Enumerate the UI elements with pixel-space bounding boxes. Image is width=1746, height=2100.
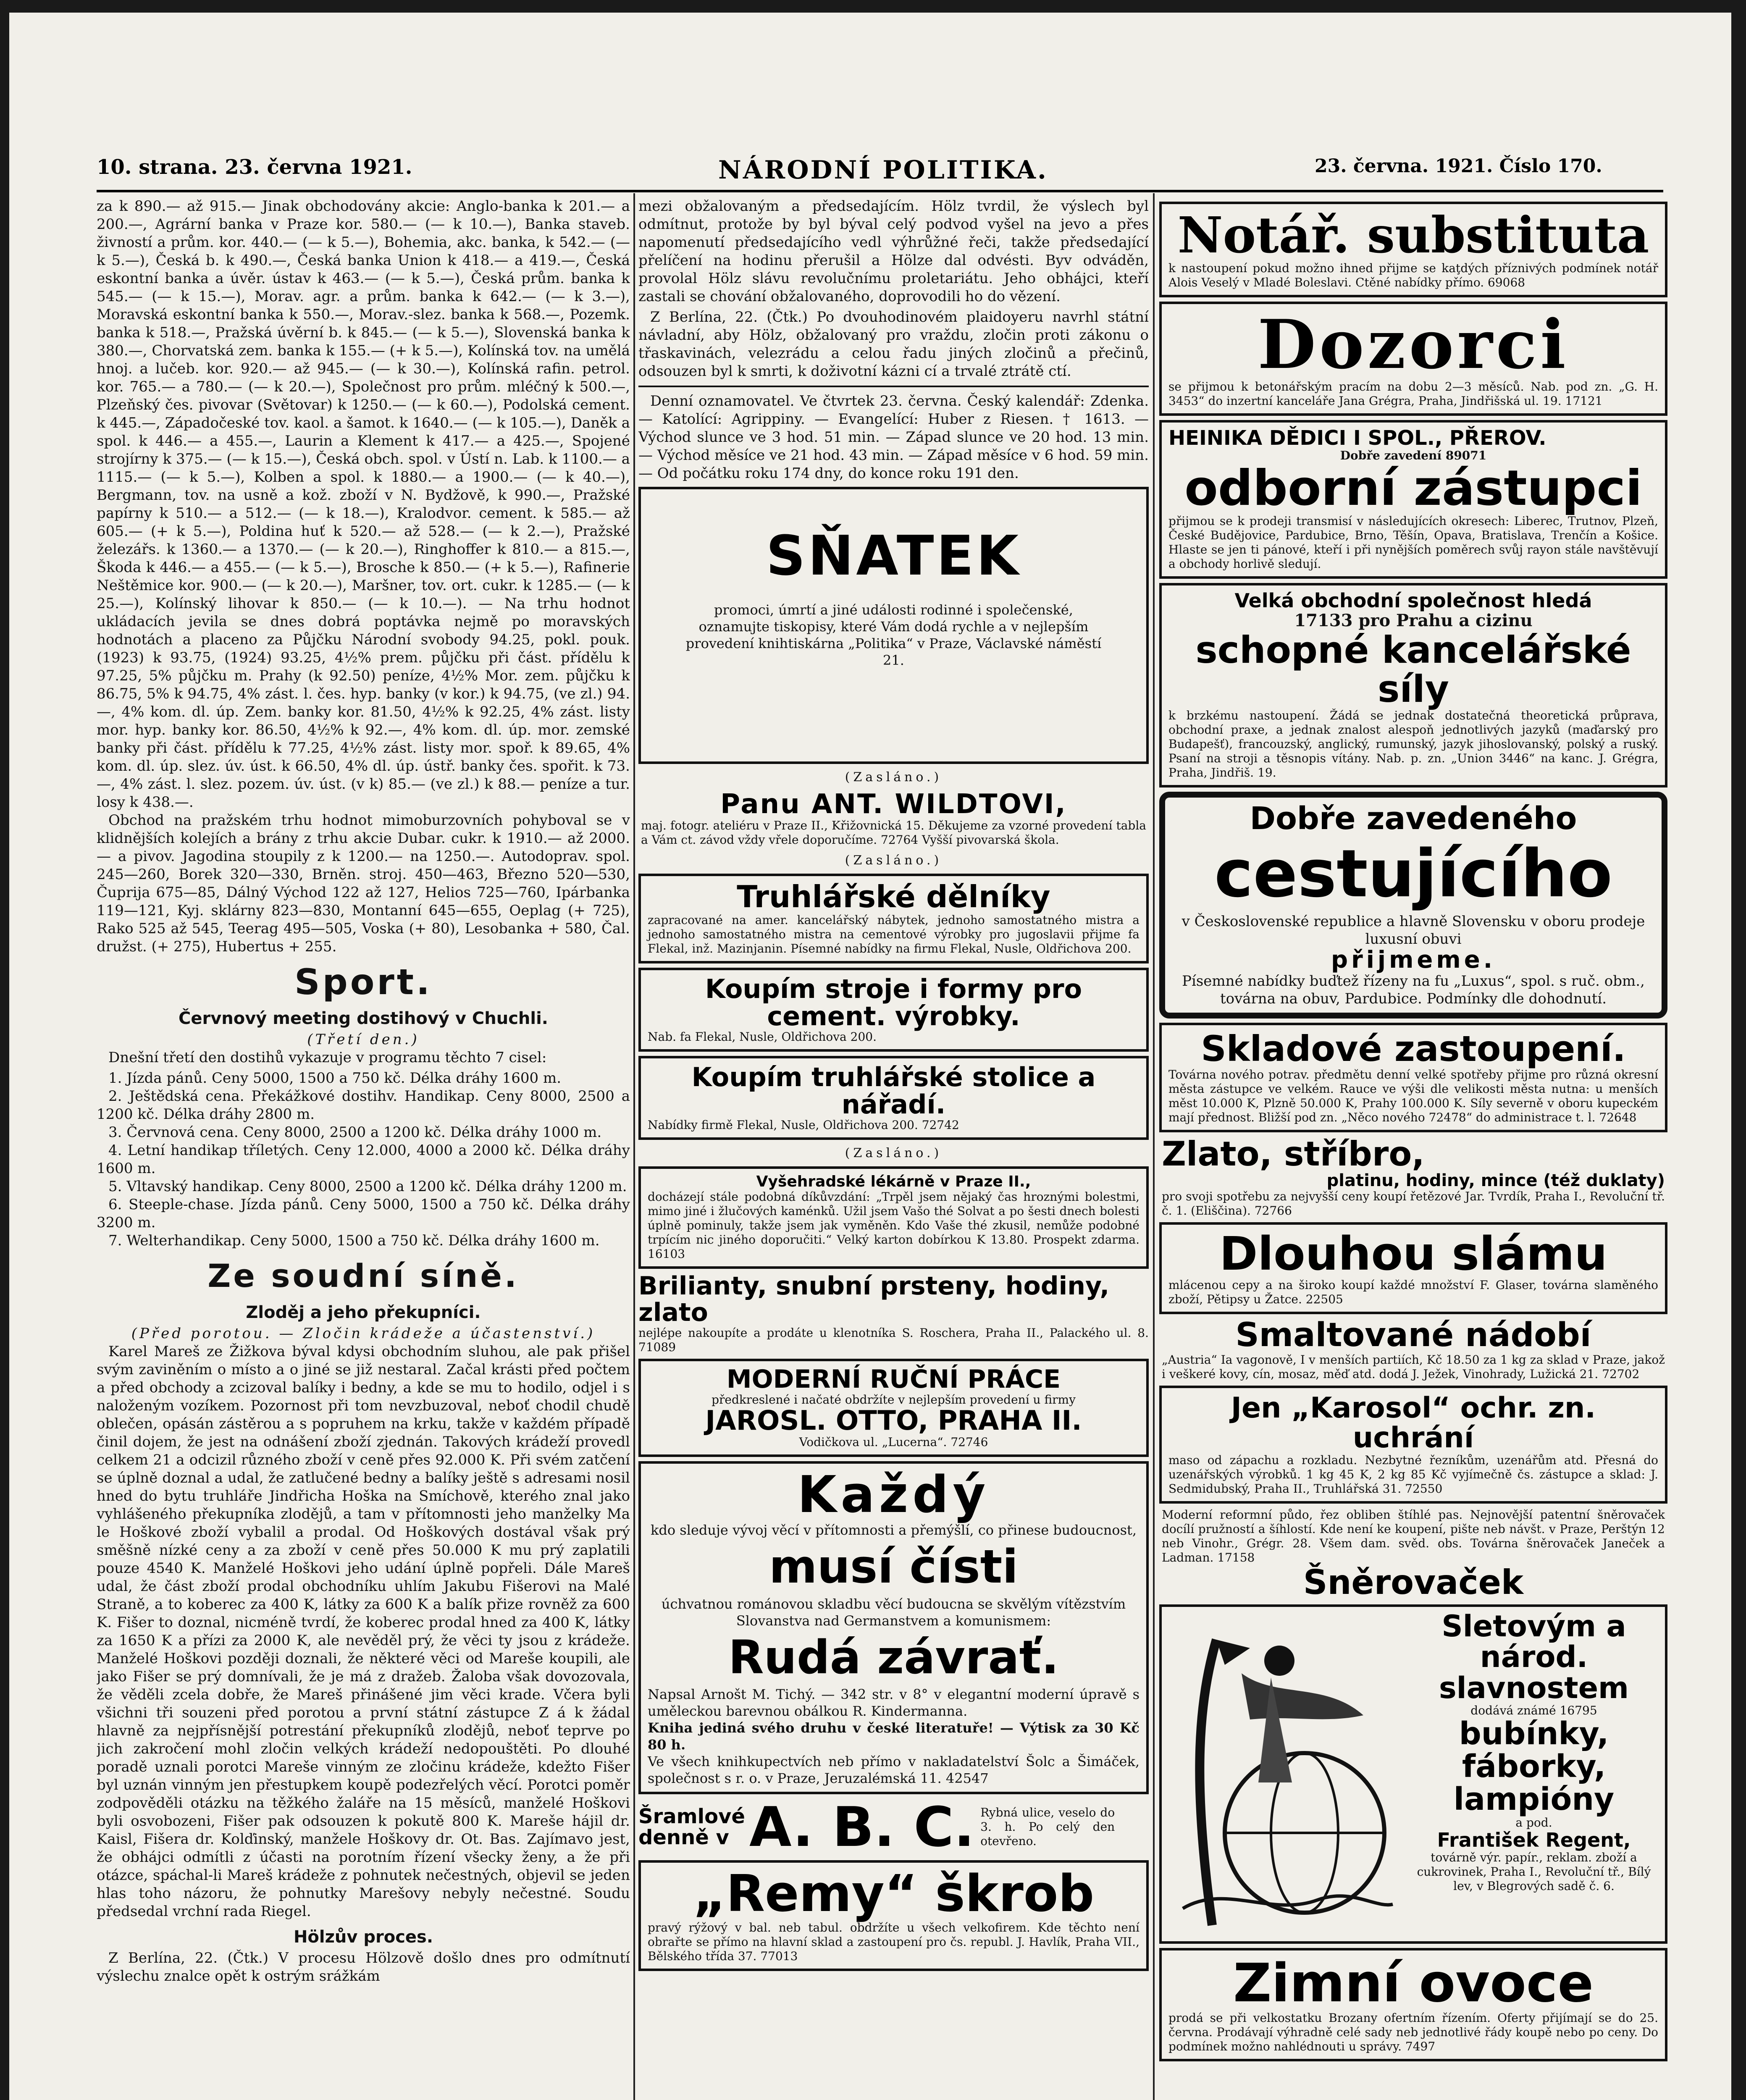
column-right: [1159, 197, 1667, 2100]
ad-headline: platinu, hodiny, mince (též duklaty): [1326, 1171, 1665, 1190]
ad-headline: musí čísti: [769, 1540, 1019, 1594]
market-report-offexchange: Obchod na pražském trhu hodnot mimoburzovních pohyboval se v klidnějších kolejích a brány z trhu akcie Dubar. cukr. k 1910.— až 2000.— a pivov. Jagodina stoupily z k 1200.— na 1250.—. Autodoprav. spol. 245—260, Borek 320—330, Brněn. stroj. 450—463, Březno 520—530, Čuprija 675—85, Dálný Východ 122 až 127, Helios 725—760, Ipárbanka 119—121, Kyj. sklárny 823—830, Montanní 645—655, Oeplag (+ 725), Rako 525 až 545, Teerag 495—505, Voska (+ 80), Lesobanka + 580, Čal. družst. (+ 275), Hubertus + 255.: [97, 812, 630, 955]
ad-otto: [638, 1359, 1149, 1457]
ad-dozorci: [1159, 302, 1667, 416]
ad-headline: Dobře zavedeného: [1250, 801, 1577, 837]
ad-koupim-stroje: [638, 968, 1149, 1052]
court-subheadline: (Před porotou. — Zločin krádeže a účastenství.): [131, 1325, 596, 1342]
ad-headline: Dlouhou slámu: [1219, 1226, 1607, 1281]
ad-text: Továrna nového potrav. předmětu denní velké spotřeby přijme pro různá okresní města zástupce ve velkém. Rauce ve výši dle velikosti města nutna: u menších měst 10.000 K, Plzně 50.000 K, Prahy 100.000 K. Síly severně v oboru kupeckém mají přednost. Bližší pod zn. „Něco nového 72478“ do administrace t. l. 72648: [1168, 1067, 1658, 1124]
ad-text: k nastoupení pokud možno ihned přijme se kaţdých příznivých podmínek notář Alois Veselý v Mladé Boleslavi. Ctěné nabídky přímo. 69068: [1168, 261, 1658, 289]
ad-headline: bubínky, fáborky, lampióny: [1453, 1716, 1615, 1817]
ad-text: zapracované na amer. kancelářský nábytek, jednoho samostatného mistra a jednoho samostatného mistra na cementové výrobky pro jugoslavii přijme fa Flekal, inž. Mazinjanin. Písemné nabídky na firmu Flekal, Nusle, Oldřichova 200.: [648, 913, 1139, 956]
newspaper-title: NÁRODNÍ POLITIKA.: [718, 155, 1048, 185]
ad-headline: Šramlové denně v: [638, 1805, 745, 1850]
ad-headline: MODERNÍ RUČNÍ PRÁCE: [726, 1364, 1061, 1394]
ad-text: přijmou se k prodeji transmisí v následujících okresech: Liberec, Trutnov, Plzeň, České Budějovice, Pardubice, Brno, Těšín, Opava, Bratislava, Trenčín a Košice. Hlaste se jen ti pánové, kteří i při nynějších poměrech svůj rayon stále navštěvují a obchody horlivě sledují.: [1168, 514, 1658, 571]
ad-text: maj. fotogr. ateliéru v Praze II., Křižovnická 15. Děkujeme za vzorné provedení tabla a Vám ct. závod vždy vřele doporučíme. 72764 Vyšší pivovarská škola.: [641, 819, 1146, 847]
ad-headline: Zimní ovoce: [1233, 1952, 1594, 2014]
ad-text: Rybná ulice, veselo do 3. h. Po celý den otevřeno.: [980, 1806, 1115, 1848]
zaslano-label: (Zasláno.): [845, 853, 943, 868]
divider: [638, 386, 1149, 387]
ad-headline: Každý: [797, 1466, 990, 1525]
ad-text: docházejí stále podobná díkůvzdání: „Trpěl jsem nějaký čas hroznými bolestmi, mimo jiné i žlučových kaménků. Užil jsem Vašo thé Solvat a po šesti dnech bolesti úplně pominuly, takže jsem jak vyměněn. Kdo Vaše thé zkusil, nemůže podobné trpícím nic jiného doporučiti.“ Velký karton dobírkou K 13.80. Prospekt zdarma. 16103: [648, 1189, 1139, 1261]
zaslano-label: (Zasláno.): [845, 1146, 943, 1161]
ad-text: a pod.: [1515, 1816, 1552, 1830]
ad-headline: Notář. substituta: [1177, 206, 1649, 264]
ad-cestujiciho: [1159, 792, 1667, 1018]
ad-text: pravý rýžový v bal. neb tabul. obdržíte u všech velkofirem. Kde těchto není obrařte se přímo na hlavní sklad a zastoupení pro čs. republ. J. Havlík, Praha VII., Bělského třída 37. 77013: [648, 1920, 1139, 1963]
ad-headline: odborní zástupci: [1184, 460, 1642, 517]
race-item: 6. Steeple-chase. Jízda pánů. Ceny 5000, 1500 a 750 kč. Délka dráhy 3200 m.: [97, 1196, 630, 1231]
ad-headline: Zlato, stříbro,: [1162, 1136, 1425, 1173]
race-item: 1. Jízda pánů. Ceny 5000, 1500 a 750 kč. Délka dráhy 1600 m.: [108, 1070, 562, 1087]
ad-headline: Velká obchodní společnost hledá: [1234, 589, 1592, 612]
ad-text: se přijmou k betonářským pracím na dobu 2—3 měsíců. Nab. pod zn. „G. H. 3453“ do inzertní kanceláře Jana Grégra, Praha, Jindřišská ul. 19. 17121: [1168, 379, 1658, 408]
ad-dlouhou-slamu: [1159, 1222, 1667, 1315]
ad-text: „Austria“ Ia vagonově, I v menších partiích, Kč 18.50 za 1 kg za sklad v Praze, jakož i veškeré kovy, cín, mosaz, měď atd. dodá J. Ježek, Vinohrady, Lužická 21. 72702: [1162, 1353, 1665, 1381]
ad-text: mlácenou cepy a na široko koupí každé množství F. Glaser, továrna slaměného zboží, Pětipsy u Žatce. 22505: [1168, 1278, 1658, 1307]
ad-headline: Smaltované nádobí: [1235, 1318, 1591, 1354]
ad-sletove-slavnosti: [1159, 1604, 1667, 1944]
ad-text: dodává známé 16795: [1470, 1704, 1597, 1718]
ad-illustration: [1166, 1614, 1401, 1934]
ad-text: v Československé republice a hlavně Slovensku v oboru prodeje luxusní obuvi: [1182, 913, 1645, 948]
ad-notar-substituta: [1159, 202, 1667, 297]
ad-snerovacek: [1159, 1508, 1667, 1600]
race-item: 7. Welterhandikap. Ceny 5000, 1500 a 750 kč. Délka dráhy 1600 m.: [108, 1232, 600, 1249]
ad-text: Písemné nabídky buďtež řízeny na fu „Luxus“, spol. s ruč. obm., továrna na obuv, Pardubice. Podmínky dle dohodnutí.: [1182, 973, 1645, 1008]
court-headline: Zloděj a jeho překupníci.: [246, 1303, 481, 1322]
ad-headline: Sletovým a národ. slavnostem: [1439, 1609, 1629, 1705]
zaslano-label: (Zasláno.): [845, 770, 943, 785]
ad-koupim-stolice: [638, 1056, 1149, 1140]
ad-text: Moderní reformní půdo, řez obliben štíhlé pas. Nejnovější patentní šněrovaček docílí pružností a šíhlostí. Kde není ke koupení, pište neb návšt. v Praze, Perštýn 12 neb Vinohr., Grégr. 28. Všem dam. svěd. obs. Továrna šněrovaček Janeček a Ladman. 17158: [1162, 1507, 1665, 1564]
ad-wildt: [638, 790, 1149, 847]
sport-day: (Třetí den.): [307, 1031, 420, 1048]
ad-zlato-stribro: [1159, 1137, 1667, 1218]
ad-vysehradska-lekarna: [638, 1166, 1149, 1269]
column-divider: [633, 193, 635, 2100]
ad-heinika-dedici: [1159, 420, 1667, 579]
ad-book-title: Rudá závrať.: [728, 1630, 1059, 1684]
column-divider: [1153, 193, 1155, 2100]
ad-text: 17133 pro Prahu a cizinu: [1294, 611, 1533, 631]
issue-date-number: 23. června. 1921. Číslo 170.: [1315, 155, 1602, 177]
holz-verdict: Z Berlína, 22. (Čtk.) Po dvouhodinovém plaidoyeru navrhl státní návladní, aby Hölz, obžalovaný pro vraždu, zločin proti zákonu o třaskavinách, velezrádu a celou řadu jiných zločinů a přečinů, odsouzen byl k smrti, k doživotní kázni cí a trvalé ztrátě ctí.: [638, 309, 1149, 380]
ad-company: HEINIKA DĚDICI I SPOL., PŘEROV.: [1168, 426, 1546, 450]
ad-truhlarske-delniky: [638, 874, 1149, 963]
ad-zimni-ovoce: [1159, 1948, 1667, 2061]
ad-price: Kniha jediná svého druhu v české literatuře! — Výtisk za 30 Kč 80 h.: [648, 1720, 1139, 1753]
ad-headline: Vyšehradské lékárně v Praze II.,: [756, 1173, 1031, 1191]
ad-text: Nabídky firmě Flekal, Nusle, Oldřichova 200. 72742: [648, 1118, 959, 1132]
ad-headline: Brilianty, snubní prsteny, hodiny, zlato: [638, 1273, 1110, 1327]
ad-headline: Truhlářské dělníky: [737, 879, 1050, 915]
ad-headline: „Remy“ škrob: [693, 1864, 1095, 1923]
ad-text: Nab. fa Flekal, Nusle, Oldřichova 200.: [648, 1029, 877, 1044]
ad-remy-skrob: [638, 1860, 1149, 1971]
ad-publisher: Ve všech knihkupectvích neb přímo v nakladatelství Šolc a Šimáček, společnost s r. o. v Praze, Jeruzalémská 11. 42547: [648, 1754, 1139, 1787]
ad-sramlove-abc: [638, 1798, 1149, 1856]
ad-text: maso od zápachu a rozkladu. Nezbytné řezníkům, uzenářům atd. Přesná do uzenářských výrobků. 1 kg 45 K, 2 kg 85 Kč vyjímečně čs. zástupce a sklad: J. Sedmidubský, Praha II., Truhlářská 31. 72550: [1168, 1453, 1658, 1496]
ad-address: Vodičkova ul. „Lucerna“. 72746: [799, 1435, 988, 1449]
holz-article-continued: mezi obžalovaným a předsedajícím. Hölz tvrdil, že výslech byl odmítnut, protože by byl býval celý podvod vyšel na jevo a přes napomenutí předsedajícího vedl výhrůžné řeči, takže předsedající přelíčení na hodinu přerušil a Hölze dal odvésti. Byv odváděn, provolal Hölz slávu revolučnímu proletariátu. Jeho obhájci, kteří zastali se chování obžalovaného, doprovodili ho do vězení.: [638, 198, 1149, 305]
sport-intro: Dnešní třetí den dostihů vykazuje v programu těchto 7 cisel:: [108, 1049, 547, 1066]
column-middle: [638, 197, 1149, 2100]
ad-headline: Jen „Karosol“ ochr. zn. uchrání: [1231, 1391, 1596, 1455]
ad-headline: Šněrovaček: [1303, 1562, 1524, 1600]
holz-article: Z Berlína, 22. (Čtk.) V procesu Hölzově došlo dnes pro odmítnutí výslechu znalce opět k ostrým srážkám: [97, 1950, 630, 1984]
court-section-title: Ze soudní síně.: [207, 1257, 519, 1294]
ad-company: František Regent,: [1437, 1829, 1631, 1852]
page-number-date: 10. strana. 23. června 1921.: [97, 155, 412, 179]
ad-text: předkreslené i načaté obdržíte v nejlepším provedení u firmy: [712, 1392, 1076, 1407]
ad-text: prodá se při velkostatku Brozany ofertním řízením. Oferty přijímají se do 25. června. Prodávají výhradně celé sady neb jednotlivé řády koupě nebo po ceny. Do podmínek možno nahlédnouti u správy. 7497: [1168, 2011, 1658, 2054]
ad-brilianty: [638, 1273, 1149, 1354]
ad-text: promoci, úmrtí a jiné události rodinné i společenské, oznamujte tiskopisy, které Vám dodá rychle a v nejlepším provedení knihtiskárna „Politika“ v Praze, Václavské náměstí 21.: [685, 601, 1102, 668]
race-item: 4. Letní handikap tříletých. Ceny 12.000, 4000 a 2000 kč. Délka dráhy 1600 m.: [97, 1142, 630, 1177]
ad-headline: Koupím truhlářské stolice a nářadí.: [691, 1061, 1096, 1120]
ad-headline: A. B. C.: [749, 1798, 975, 1856]
market-report: za k 890.— až 915.— Jinak obchodovány akcie: Anglo-banka k 201.— a 200.—, Agrární banka v Praze kor. 580.— (— k 10.—), Banka staveb. živností a prům. kor. 440.— (— k 5.—), Bohemia, akc. banka, k 542.— (— k 5.—), Česká b. k 490.—, Česká banka Union k 418.— a 419.—, Česká eskontní banka a úvěr. ústav k 463.— (— k 5.—), Česká prům. banka k 545.— (— k 15.—), Morav. agr. a prům. banka k 642.— (— k 3.—), Moravská eskontní banka k 550.—, Morav.-slez. banka k 568.—, Pozemk. banka k 518.—, Pražská úvěrní b. k 845.— (— k 5.—), Slovenská banka k 380.—, Chorvatská zem. banka k 155.— (+ k 5.—), Kolínská tov. na umělá hnoj. a lučeb. kor. 920.— až 945.— (— k 30.—), Kolínská rafin. petrol. kor. 765.— a 780.— (— k 20.—), Společnost pro prům. mléčný k 500.—, Plzeňský čes. pivovar (Světovar) k 1250.— (— k 60.—), Podolská cement. k 445.—, Západočeské tov. kaol. a šamot. k 1640.— (— k 105.—), Daněk a spol. k 446.— a 455.—, Laurin a Klement k 417.— a 425.—, Spojené strojírny k 375.— (— k 15.—), Česká obch. spol. v Ústí n. Lab. k 1100.— a 1115.— (— k 5.—), Kolben a spol. k 1880.— a 1900.— (— k 40.—), Bergmann, tov. na usně a kož. zboží v N. Bydžově, k 990.—, Pražské papírny k 510.— a 512.— (— k 18.—), Kralodvor. cement. k 585.— až 605.— (+ k 5.—), Poldina huť k 520.— až 528.— (— k 2.—), Pražské železářs. k 1360.— a 1370.— (— k 20.—), Ringhoffer k 810.— a 815.—, Škoda k 446.— a 455.— (— k 5.—), Brosche k 850.— (+ k 5.—), Rafinerie Neštěmice kor. 900.— (— k 20.—), Maršner, tov. ort. cukr. k 1285.— (— k 25.—), Kolínský lihovar k 850.— (— k 10.—). — Na trhu hodnot ukládacích jevila se dnes dobrá poptávka nejmě po moravských hodnotách a placeno za Půjčku Národní svobody 94.25, pokl. pouk. (1923) k 93.75, (1924) 93.25, 4½% prem. půjčku při část. přídělu k 97.25, 5% půjčku m. Prahy (k 92.50) peníze, 4½% Mor. zem. půjčku k 86.75, 5% k 94.75, 4% zást. l. čes. hyp. banky (v kor.) k 94.75, (ve zl.) 94.—, 4% kom. dl. úp. Zem. banky kor. 81.50, 4½% k 92.25, 4% zást. listy mor. hyp. banky kor. 86.50, 4½% k 92.—, 4% kom. dl. úp. mor. zemské banky při část. přídělu k 77.25, 4½% zást. listy mor. spoř. k 89.65, 4% kom. dl. úp. slez. úv. úst. k 66.50, 4% dl. úp. ústř. banky čes. spořit. k 73.—, 4% zást. l. slez. pozem. úv. úst. (v k) 85.— (ve zl.) k 88.— peníze a tur. losy k 438.—.: [97, 198, 630, 811]
ad-smaltovane-nadobi: [1159, 1318, 1667, 1381]
ad-kazdy-ruda-zavrat: [638, 1461, 1149, 1794]
sport-section-title: Sport.: [294, 961, 432, 1003]
race-item: 2. Ještědská cena. Překážkové dostihv. Handikap. Ceny 8000, 2500 a 1200 kč. Délka dráhy 2800 m.: [97, 1088, 630, 1123]
ad-headline: Skladové zastoupení.: [1201, 1028, 1626, 1070]
ad-karosol: [1159, 1386, 1667, 1504]
race-item: 5. Vltavský handikap. Ceny 8000, 2500 a 1200 kč. Délka dráhy 1200 m.: [108, 1178, 627, 1195]
header-rule: [97, 190, 1663, 192]
ad-headline: Koupím stroje i formy pro cement. výrobky.: [705, 973, 1082, 1032]
ad-headline: přijmeme.: [1331, 946, 1496, 974]
ad-skladove-zastoupeni: [1159, 1023, 1667, 1132]
ad-velka-obchodni: [1159, 583, 1667, 788]
ad-text: pro svoji spotřebu za nejvyšší ceny koupí řetězové Jar. Tvrdík, Praha I., Revoluční tř. č. 1. (Eliščina). 72766: [1162, 1189, 1665, 1218]
ad-text: Napsal Arnošt M. Tichý. — 342 str. v 8° v elegantní moderní úpravě s uměleckou barevnou obálkou R. Kindermanna.: [648, 1686, 1139, 1719]
court-article: Karel Mareš ze Žižkova býval kdysi obchodním sluhou, ale pak přišel svým zaviněním o místo a o jiné se již nestaral. Začal krásti před počtem a před obchody a zcizoval balíky i bedny, a kde se mu to hodilo, odjel i s naloženým vozíkem. Pozornost při tom nevzbuzoval, neboť chodil chudě oblečen, opásán zástěrou a s popruhem na krku, takže v každém případě činil dojem, že jest na odnášení zboží zjednán. Takových krádeží provedl celkem 21 a odcizil různého zboží v ceně přes 92.000 K. Při svém zatčení se úplně doznal a udal, že zatlučené bedny a balíky ještě s adresami nosil hned do bytu truhláře Jindřicha Hoška na Smíchově, kterého znal jako vyhlášeného překupníka zlodějů, a tam v přítomnosti jeho manželky Ma le Hoškové zboží vybalil a prodal. Od Hoškových dostával však prý směšně nízké ceny a za zboží v ceně přes 50.000 K mu prý zaplatili pouze 4540 K. Manželé Hoškovi jeho udání úplně popřeli. Dále Mareš udal, že část zboží prodal obchodníku uhlím Jakubu Fišerovi na Malé Straně, a to koberec za 400 K, látky za 600 K a balík přize rovněž za 600 K. Fišer to doznal, nicméně tvrdí, že koberec prodal hned za 400 K, látky za 1650 K a přízi za 2000 K, ale nevěděl prý, že věci ty jsou z krádeže. Manželé Hoškovi později doznali, že některé věci od Mareše koupili, ale jako Fišer se prý domnívali, že je má z dražeb. Žaloba však dovozovala, že věděli zcela dobře, že Mareš přinášené jim věci krade. Včera byli všichni tři souzeni před porotou a první státní zástupce Z á k žádal hlavně za nejpřísnější potrestání překupníků zlodějů, neboť teprve po jich zakročení mohl zločin velkých krádeží nedopouštěti. Po dlouhé poradě uznali porotci Mareše vinným ze zločinu krádeže, kdežto Fišer byl uznán vinným jen přestupkem koupě podezřelých věcí. Porotci poměr zodpověděli otázku na těžkého žaláře na 15 měsíců, manželé Hoškovi byli osvobozeni, Fišer pak odsouzen k pokutě 800 K. Mareše hájil dr. Kaisl, Fišera dr. Kolďinský, manžele Hoškovy dr. Ot. Bas. Zajímavo jest, že obhájci odmítli z účasti na porotním řízení všecky ženy, a že při otázce, spáchal-li Mareš krádeže z pohnutek nečestných, objevil se jeden hlas toho názoru, že pohnutky Marešovy nebyly nečestné. Soudu předsedal vrchní rada Riegel.: [97, 1343, 630, 1920]
ad-headline: JAROSL. OTTO, PRAHA II.: [705, 1405, 1082, 1436]
race-item: 3. Červnová cena. Ceny 8000, 2500 a 1200 kč. Délka dráhy 1000 m.: [108, 1124, 602, 1141]
ad-snatek: [638, 487, 1149, 764]
ad-text: k brzkému nastoupení. Žádá se jednak dostatečná theoretická průprava, obchodní praxe, a jednak znalost alespoň jednotlivých jazyků (maďarský pro Budapešť), francouzský, anglický, rumunský, jazyk jihoslovanský, polský a ruský. Psaní na stroji a těsnopis vítány. Nab. p. zn. „Union 3446“ na kanc. J. Grégra, Praha, Jindřiš. 19.: [1168, 709, 1658, 780]
column-left: [97, 197, 630, 2100]
ad-headline: Dozorci: [1258, 304, 1569, 384]
holz-headline: Hölzův proces.: [293, 1927, 433, 1947]
ad-headline: schopné kancelářské síly: [1195, 628, 1631, 711]
ad-text: Dobře zavedení 89071: [1340, 449, 1487, 463]
ad-text: kdo sleduje vývoj věcí v přítomnosti a přemýšlí, co přinese budoucnost,: [650, 1522, 1137, 1538]
ad-text: nejlépe nakoupíte a prodáte u klenotníka S. Roschera, Praha II., Palackého ul. 8. 71089: [638, 1326, 1149, 1354]
ad-headline: SŇATEK: [766, 524, 1021, 588]
ad-headline: Panu ANT. WILDTOVI,: [720, 790, 1067, 820]
daily-calendar: Denní oznamovatel. Ve čtvrtek 23. června. Český kalendář: Zdenka. — Katolící: Agrippiny. — Evangelící: Huber z Riesen. † 1613. — Východ slunce ve 3 hod. 51 min. — Západ slunce ve 20 hod. 13 min. — Východ měsíce ve 21 hod. 43 min. — Západ měsíce v 6 hod. 59 min. — Od počátku roku 174 dny, do konce roku 191 den.: [638, 393, 1149, 482]
sport-headline: Červnový meeting dostihový v Chuchli.: [178, 1009, 549, 1028]
ad-address: továrně výr. papír., reklam. zboží a cukrovinek, Praha I., Revoluční tř., Bílý lev, v Blegrových sadě č. 6.: [1417, 1850, 1651, 1893]
ad-headline: cestujícího: [1214, 835, 1612, 912]
ad-text: úchvatnou románovou skladbu věcí budoucna se skvělým vítězstvím Slovanstva nad Germanstvem a komunismem:: [661, 1596, 1126, 1629]
